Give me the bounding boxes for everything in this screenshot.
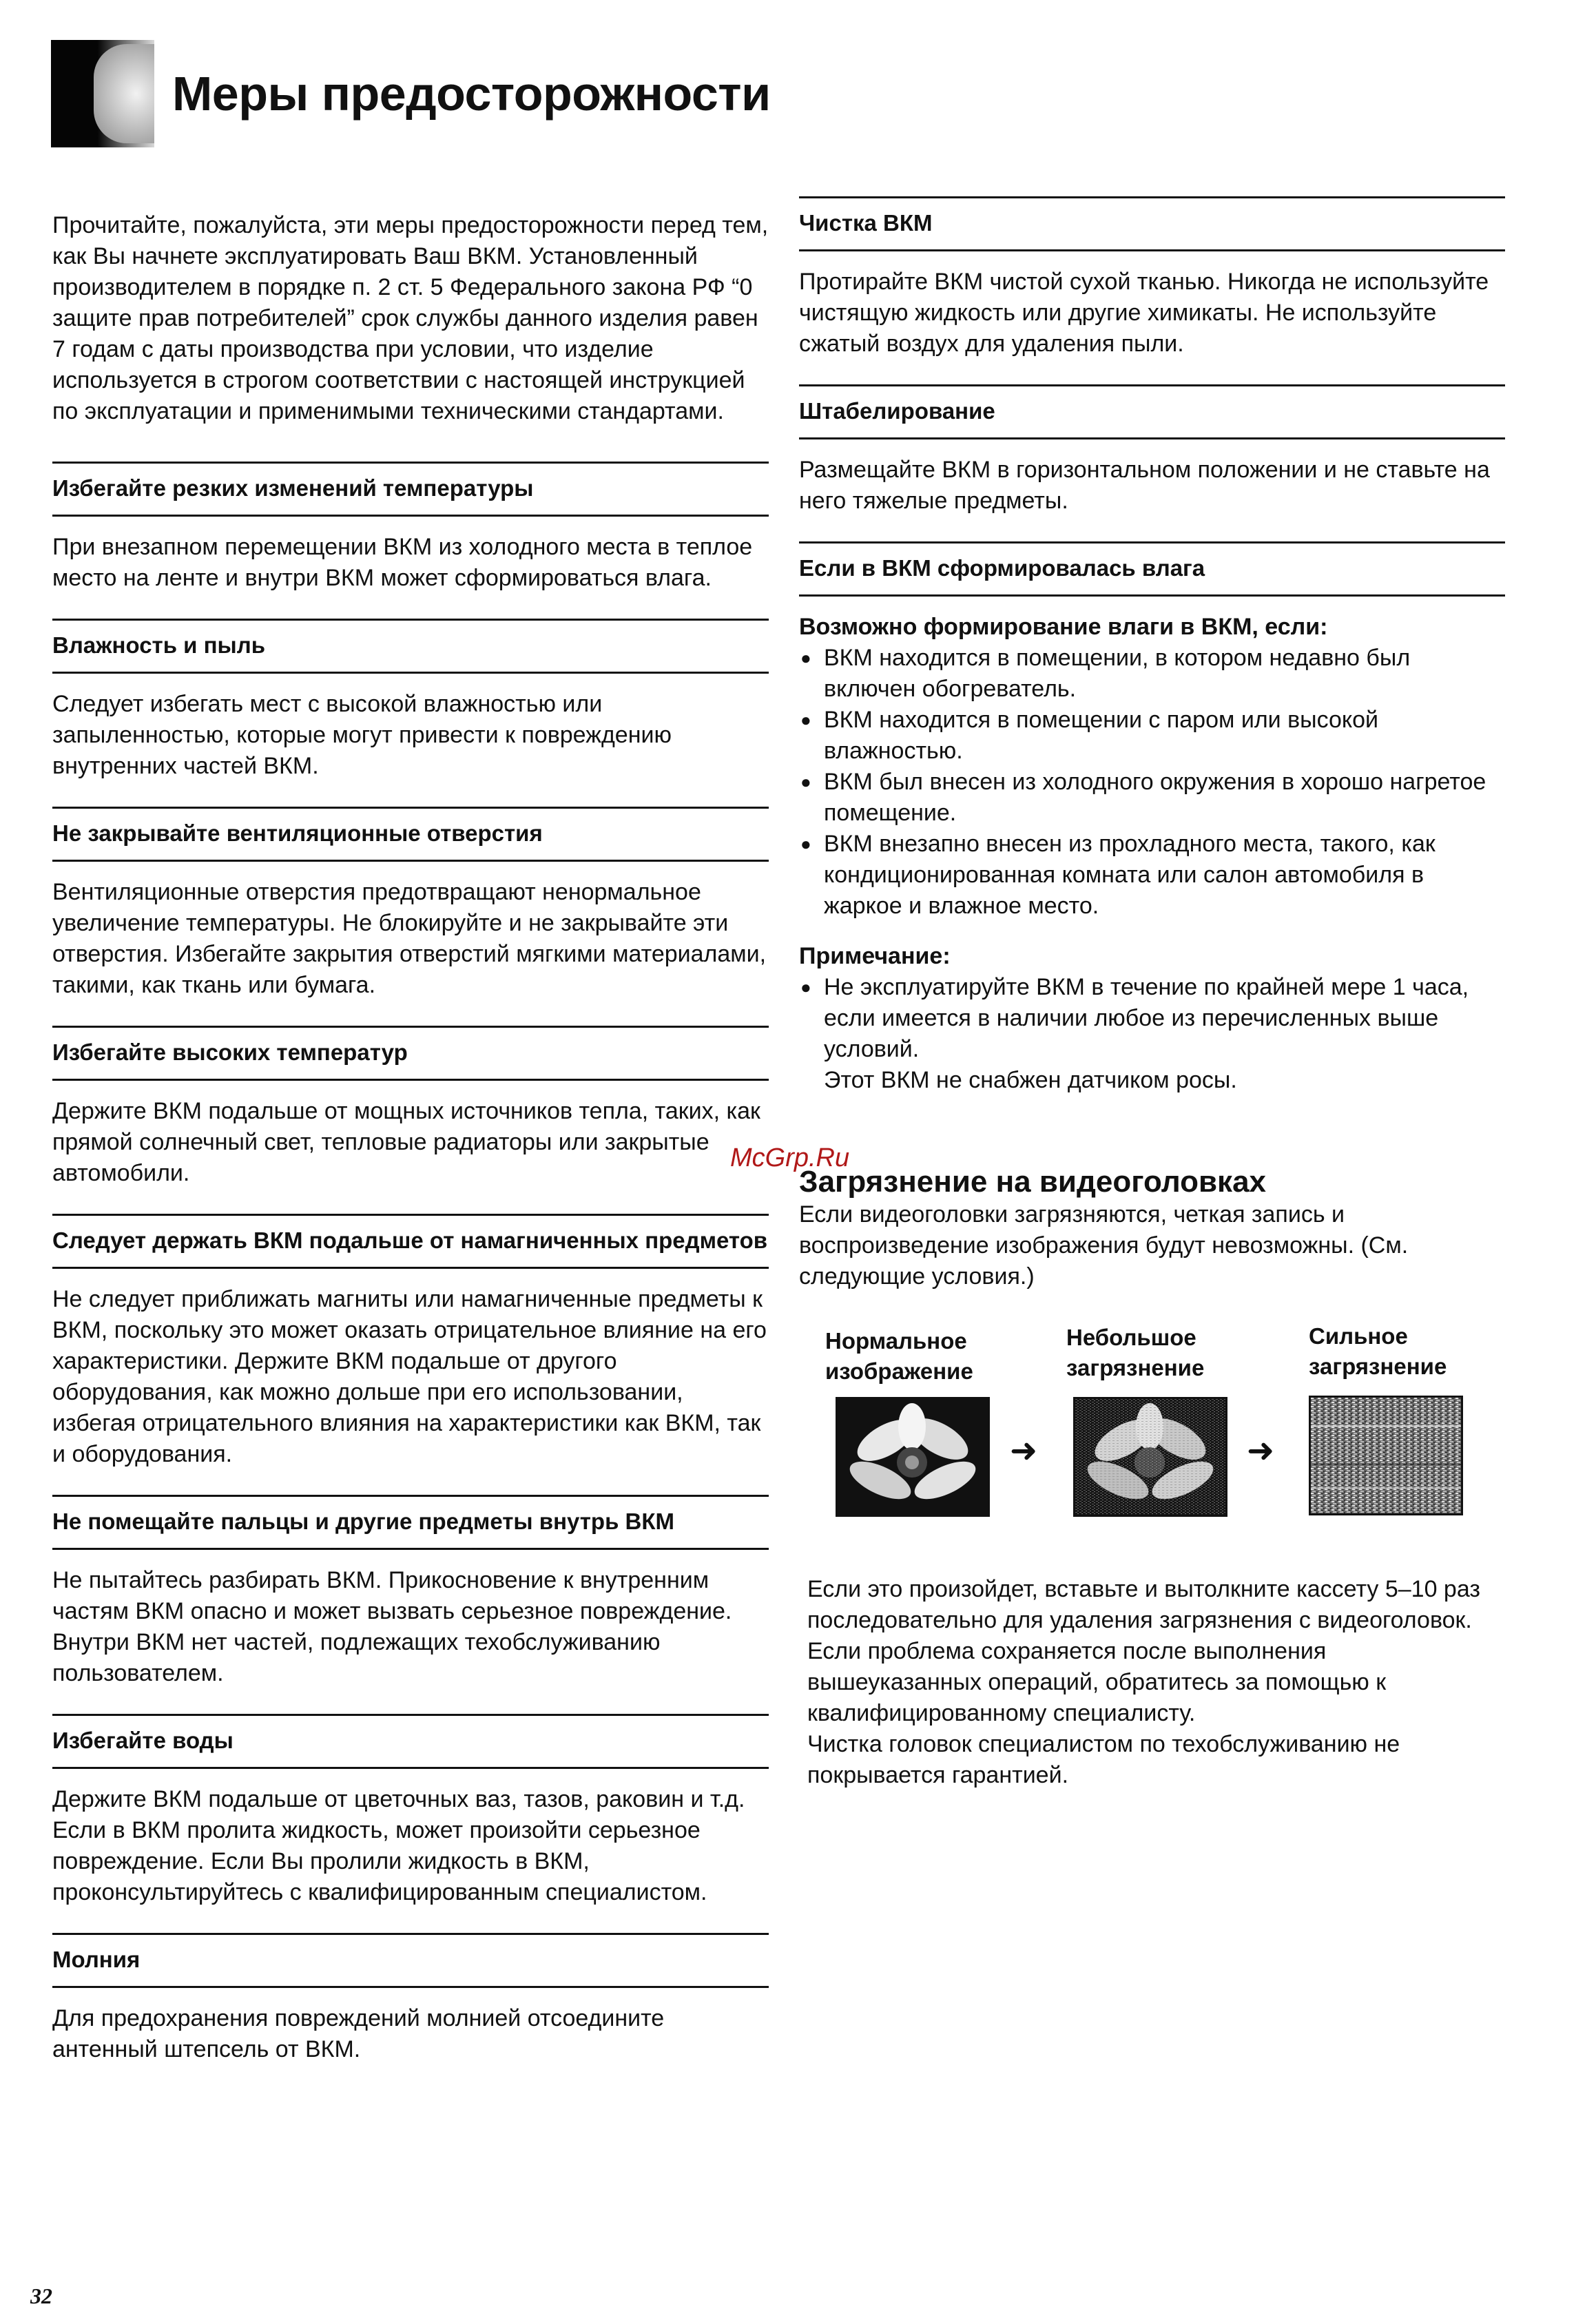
flower-light-dirt-icon <box>1075 1399 1225 1515</box>
heads-after-text-3: Чистка головок специалистом по техобслуживанию не покрывается гарантией. <box>807 1731 1400 1788</box>
note-extra: Этот ВКМ не снабжен датчиком росы. <box>824 1067 1237 1093</box>
section-heading-magnets: Следует держать ВКМ подальше от намагниченных предметов <box>52 1214 769 1269</box>
section-text-stacking: Размещайте ВКМ в горизонтальном положении и не ставьте на него тяжелые предметы. <box>799 457 1490 514</box>
image-normal <box>836 1397 990 1517</box>
list-item: ● ВКМ был внесен из холодного окружения в хорошо нагретое помещение. <box>799 767 1505 829</box>
section-heading-humidity: Влажность и пыль <box>52 619 769 674</box>
moisture-subheading: Возможно формирование влаги в ВКМ, если: <box>799 614 1328 640</box>
list-item: ● ВКМ внезапно внесен из прохладного места, такого, как кондиционированная комната или салон автомобиля в жаркое и влажное место. <box>799 829 1505 922</box>
flower-normal-icon <box>838 1399 988 1515</box>
heads-after-text-2: Если проблема сохраняется после выполнения вышеуказанных операций, обратитесь за помощью к квалифицированному специалисту. <box>807 1638 1387 1726</box>
section-heading-lightning: Молния <box>52 1933 769 1988</box>
heads-heading: Загрязнение на видеоголовках <box>799 1165 1267 1199</box>
arrow-right-icon: ➜ <box>1247 1433 1275 1469</box>
image-label-normal: Нормальное изображение <box>825 1328 973 1384</box>
section-text-lightning: Для предохранения повреждений молнией отсоедините антенный штепсель от ВКМ. <box>52 2005 665 2062</box>
left-column <box>52 210 769 2065</box>
section-heading-temperature: Избегайте резких изменений температуры <box>52 462 769 517</box>
arrow-right-icon: ➜ <box>1010 1433 1038 1469</box>
moisture-list <box>799 643 1505 922</box>
section-heading-ventilation: Не закрывайте вентиляционные отверстия <box>52 807 769 862</box>
intro-text: Прочитайте, пожалуйста, эти меры предосторожности перед тем, как Вы начнете эксплуатировать Ваш ВКМ. Установленный производителем в порядке п. 2 ст. 5 Федерального закона РФ “0 защите прав потребителей” срок службы данного изделия равен 7 годам с даты производства при условии, что изделие используется в строгом соответствии с настоящей инструкцией по эксплуатации и применимыми техническими стандартами. <box>52 212 769 424</box>
list-item: ● ВКМ находится в помещении с паром или высокой влажностью. <box>799 705 1505 767</box>
image-light-dirt <box>1073 1397 1227 1517</box>
page-title: Меры предосторожности <box>172 67 771 121</box>
section-text-cleaning: Протирайте ВКМ чистой сухой тканью. Никогда не используйте чистящую жидкость или другие химикаты. Не используйте сжатый воздух для удаления пыли. <box>799 269 1489 357</box>
section-heading-water: Избегайте воды <box>52 1714 769 1769</box>
section-heading-high-temperature: Избегайте высоких температур <box>52 1026 769 1081</box>
section-text-high-temperature: Держите ВКМ подальше от мощных источников тепла, таких, как прямой солнечный свет, тепловые радиаторы или закрытые автомобили. <box>52 1098 760 1186</box>
section-text-magnets: Не следует приближать магниты или намагниченные предметы к ВКМ, поскольку это может оказать отрицательное влияние на его характеристики. Держите ВКМ подальше от другого оборудования, как можно дольше при его использовании, избегая отрицательного влияния на характеристики как ВКМ, так и оборудования. <box>52 1286 767 1467</box>
list-item: ● Не эксплуатируйте ВКМ в течение по крайней мере 1 часа, если имеется в наличии любое из перечисленных выше условий. <box>799 972 1505 1065</box>
section-text-ventilation: Вентиляционные отверстия предотвращают ненормальное увеличение температуры. Не блокируйте и не закрывайте эти отверстия. Избегайте закрытия отверстий мягкими материалами, такими, как ткань или бумага. <box>52 879 767 998</box>
watermark: McGrp.Ru <box>730 1143 850 1172</box>
image-label-light: Небольшое загрязнение <box>1066 1325 1205 1380</box>
section-text-fingers: Не пытайтесь разбирать ВКМ. Прикосновение к внутренним частям ВКМ опасно и может вызвать серьезное повреждение. Внутри ВКМ нет частей, подлежащих техобслуживанию пользователем. <box>52 1567 732 1686</box>
image-heavy-dirt <box>1309 1396 1463 1515</box>
heads-after-block <box>807 1574 1503 1791</box>
section-text-temperature: При внезапном перемещении ВКМ из холодного места в теплое место на ленте и внутри ВКМ может сформироваться влага. <box>52 534 753 591</box>
section-heading-stacking: Штабелирование <box>799 384 1505 439</box>
note-list <box>799 972 1505 1065</box>
right-column <box>799 196 1505 1292</box>
section-text-humidity: Следует избегать мест с высокой влажностью или запыленностью, которые могут привести к повреждению внутренних частей ВКМ. <box>52 691 672 779</box>
list-item: ● ВКМ находится в помещении, в котором недавно был включен обогреватель. <box>799 643 1505 705</box>
image-label-heavy: Сильное загрязнение <box>1309 1323 1447 1379</box>
section-heading-fingers: Не помещайте пальцы и другие предметы внутрь ВКМ <box>52 1495 769 1550</box>
section-heading-moisture: Если в ВКМ сформировалась влага <box>799 541 1505 597</box>
section-text-water: Держите ВКМ подальше от цветочных ваз, тазов, раковин и т.д. Если в ВКМ пролита жидкость, может произойти серьезное повреждение. Если Вы пролили жидкость в ВКМ, проконсультируйтесь с квалифицированным специалистом. <box>52 1786 745 1905</box>
heads-after-text-1: Если это произойдет, вставьте и вытолкните кассету 5–10 раз последовательно для удаления загрязнения с видеоголовок. <box>807 1576 1480 1633</box>
title-logo-block <box>51 40 154 147</box>
note-label: Примечание: <box>799 943 951 969</box>
section-heading-cleaning: Чистка ВКМ <box>799 196 1505 251</box>
static-noise-icon <box>1311 1398 1461 1513</box>
page-number: 32 <box>30 2283 52 2308</box>
heads-text: Если видеоголовки загрязняются, четкая запись и воспроизведение изображения будут невозможны. (См. следующие условия.) <box>799 1201 1409 1290</box>
